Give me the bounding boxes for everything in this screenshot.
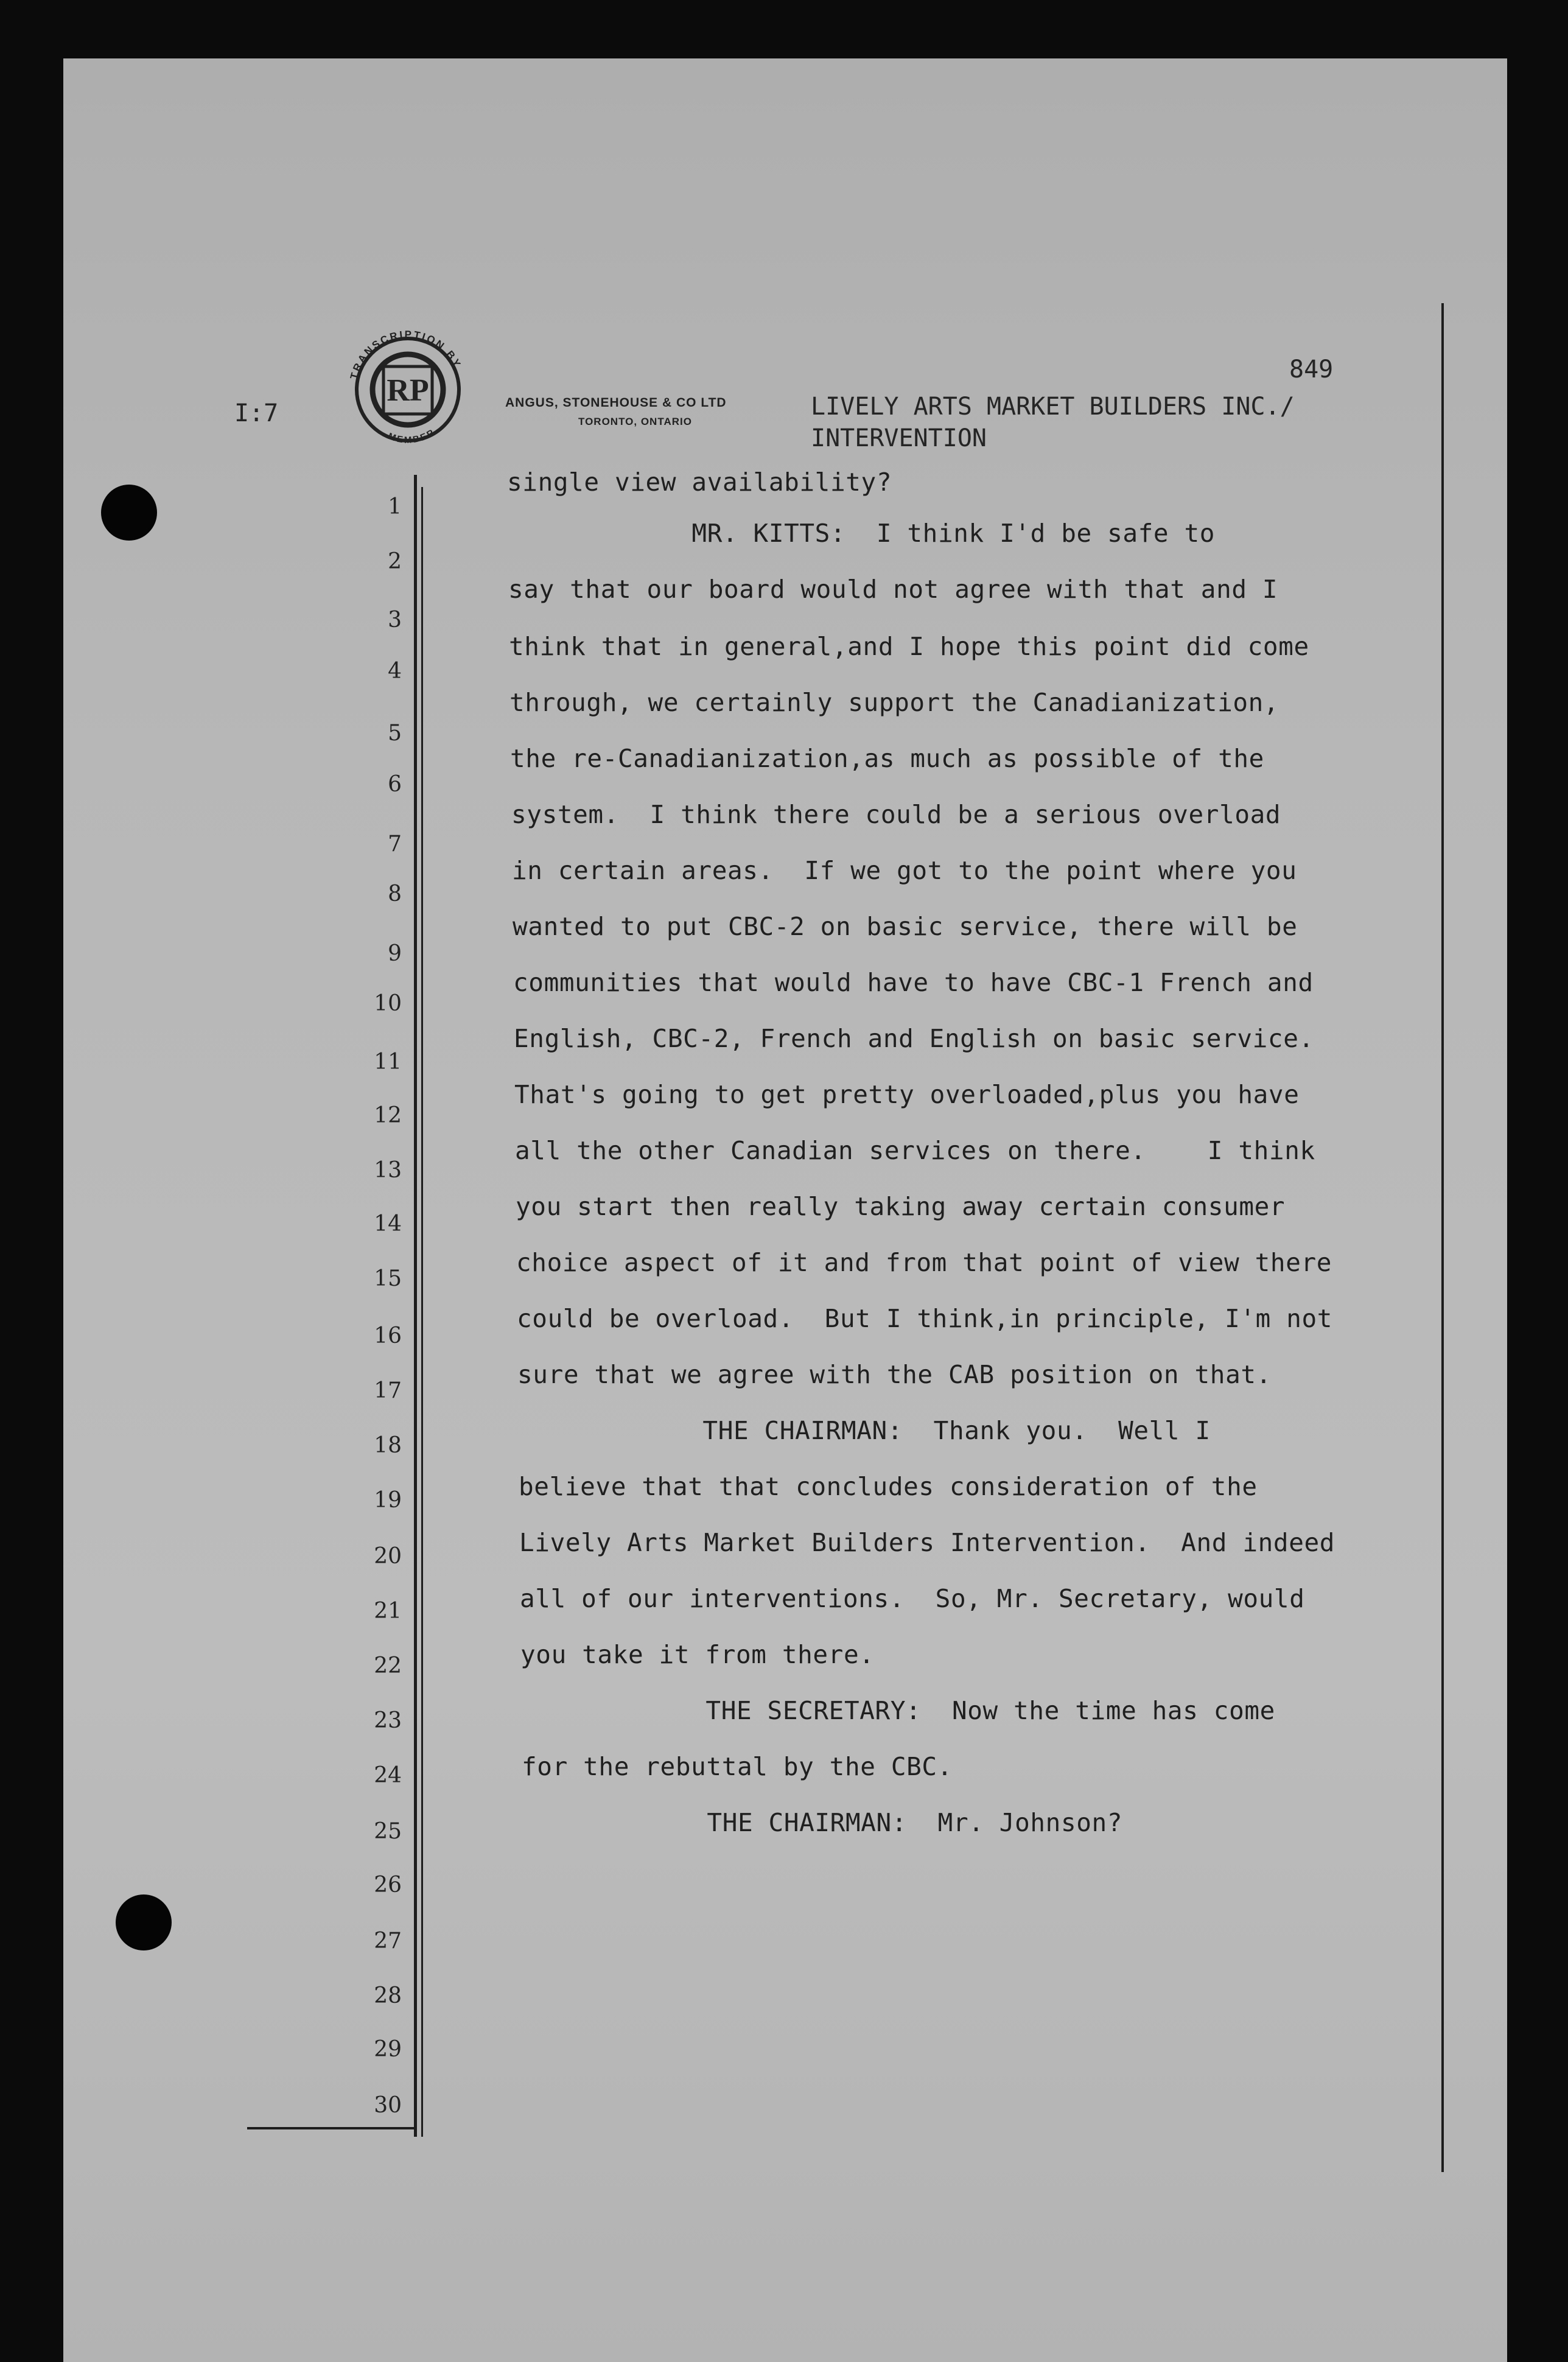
line-number: 16 — [374, 1323, 402, 1348]
svg-text:TRANSCRIPTION BY: TRANSCRIPTION BY — [348, 328, 464, 381]
transcript-title — [811, 391, 1295, 454]
line-number: 29 — [374, 2037, 402, 2062]
line-number: 15 — [374, 1266, 402, 1291]
transcript-line: single view availability? — [507, 468, 892, 497]
transcript-line: That's going to get pretty overloaded,plus you have — [514, 1080, 1300, 1109]
transcript-line: MR. KITTS: I think I'd be safe to — [507, 519, 1216, 548]
seal-graphic — [341, 323, 475, 457]
transcript-line: sure that we agree with the CAB position on that. — [517, 1360, 1272, 1389]
page-reference: I:7 — [234, 399, 279, 427]
line-number: 3 — [388, 608, 402, 633]
line-number: 22 — [374, 1653, 402, 1678]
transcript-line: in certain areas. If we got to the point where you — [512, 856, 1297, 885]
transcript-line: system. I think there could be a serious overload — [511, 800, 1281, 829]
punch-hole-bottom — [116, 1894, 172, 1950]
line-number: 26 — [374, 1873, 402, 1898]
transcript-line: believe that that concludes consideration of the — [519, 1472, 1258, 1501]
transcript-line: you start then really taking away certain consumer — [516, 1192, 1286, 1221]
line-number: 24 — [374, 1763, 402, 1788]
line-number: 23 — [374, 1708, 402, 1733]
transcript-line: choice aspect of it and from that point of view there — [516, 1248, 1332, 1277]
line-number: 9 — [388, 941, 402, 966]
transcript-line: wanted to put CBC-2 on basic service, there will be — [513, 912, 1298, 941]
line-number: 18 — [374, 1433, 402, 1458]
transcript-line: communities that would have to have CBC-1 French and — [513, 968, 1314, 997]
line-number: 17 — [374, 1378, 402, 1403]
line-number: 11 — [374, 1050, 402, 1074]
title-line-1: LIVELY ARTS MARKET BUILDERS INC./ — [811, 393, 1295, 421]
line-number: 19 — [374, 1488, 402, 1513]
transcript-line: the re-Canadianization,as much as possible of the — [510, 744, 1264, 773]
line-number: 28 — [374, 1983, 402, 2008]
line-number: 13 — [374, 1158, 402, 1183]
transcript-line: think that in general,and I hope this point did come — [509, 632, 1309, 661]
transcript-line: Lively Arts Market Builders Intervention. And indeed — [519, 1528, 1335, 1557]
line-number: 1 — [388, 494, 402, 519]
line-number: 8 — [388, 881, 402, 906]
transcript-line: through, we certainly support the Canadianization, — [509, 688, 1279, 717]
line-number: 27 — [374, 1929, 402, 1954]
transcript-line: all the other Canadian services on there. I think — [515, 1136, 1315, 1165]
svg-text:RP: RP — [387, 373, 429, 408]
bottom-rule — [247, 2127, 416, 2129]
line-number: 7 — [388, 832, 402, 857]
svg-text:MEMBER: MEMBER — [387, 426, 438, 446]
transcript-line: you take it from there. — [520, 1640, 875, 1669]
line-number: 2 — [388, 549, 402, 574]
title-line-2: INTERVENTION — [811, 424, 987, 452]
transcript-line: could be overload. But I think,in principle, I'm not — [517, 1304, 1333, 1333]
page-number: 849 — [1289, 356, 1334, 384]
right-margin-line — [1441, 303, 1444, 2172]
left-margin-line — [414, 475, 417, 2137]
transcript-line: THE CHAIRMAN: Mr. Johnson? — [522, 1808, 1123, 1837]
line-number: 20 — [374, 1544, 402, 1569]
transcript-line: all of our interventions. So, Mr. Secretary, would — [520, 1584, 1305, 1613]
line-number: 4 — [388, 659, 402, 684]
line-number: 6 — [388, 772, 402, 797]
transcript-line: English, CBC-2, French and English on basic service. — [514, 1024, 1314, 1053]
transcript-line: for the rebuttal by the CBC. — [522, 1752, 953, 1781]
left-margin-line-inner — [421, 487, 423, 2137]
line-number: 12 — [374, 1103, 402, 1128]
line-number: 21 — [374, 1599, 402, 1624]
transcript-line: THE CHAIRMAN: Thank you. Well I — [518, 1416, 1211, 1445]
line-number: 14 — [374, 1211, 402, 1236]
line-number: 5 — [388, 721, 402, 746]
line-number: 10 — [374, 991, 402, 1016]
punch-hole-top — [101, 485, 157, 541]
transcript-line: THE SECRETARY: Now the time has come — [521, 1696, 1275, 1725]
line-number: 30 — [374, 2093, 402, 2118]
firm-name: ANGUS, STONEHOUSE & CO LTD — [505, 396, 727, 410]
transcript-line: say that our board would not agree with that and I — [508, 575, 1278, 604]
line-number: 25 — [374, 1819, 402, 1844]
transcription-seal — [341, 323, 475, 457]
firm-city: TORONTO, ONTARIO — [578, 416, 692, 427]
